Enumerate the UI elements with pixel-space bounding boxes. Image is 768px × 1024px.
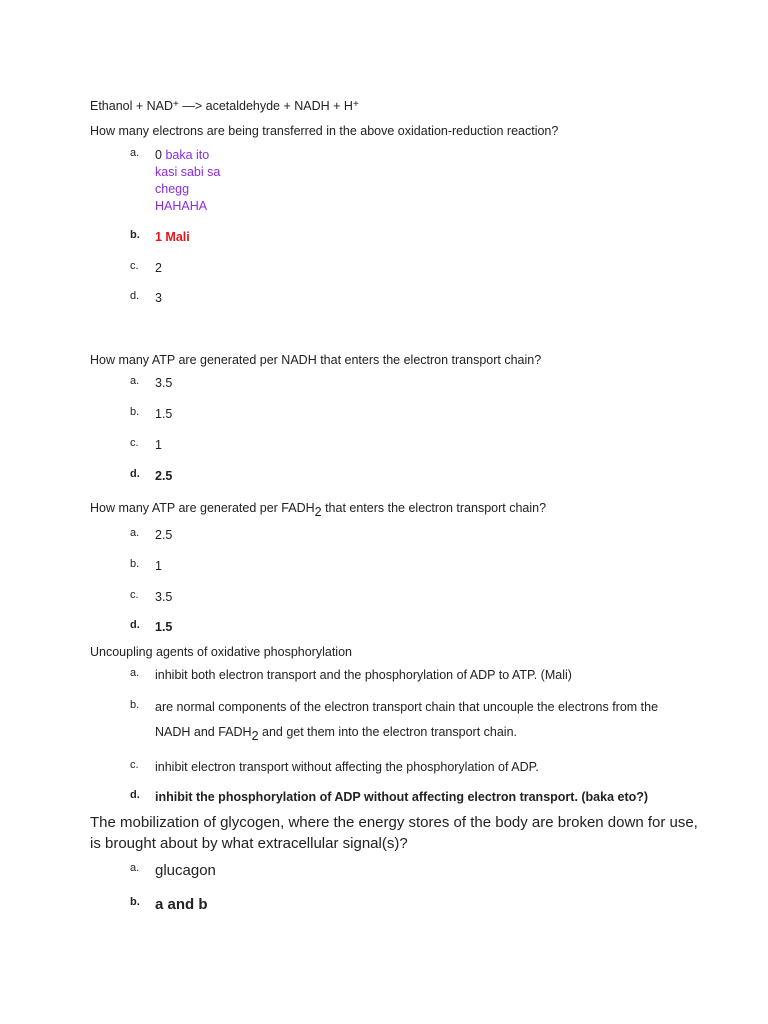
option-text: 2	[155, 261, 162, 275]
option-letter: a.	[130, 147, 140, 159]
option-text	[155, 699, 658, 741]
q3-question	[90, 500, 547, 519]
option-letter: a.	[130, 862, 140, 874]
option-text: inhibit the phosphorylation of ADP without affecting electron transport. (baka eto?)	[155, 790, 649, 804]
option-letter: b.	[130, 896, 140, 908]
q5-question: The mobilization of glycogen, where the energy stores of the body are broken down for use, is brought about by what extracellular signal(s)?	[90, 814, 698, 852]
superscript: +	[173, 99, 179, 110]
option-letter: d.	[130, 290, 140, 302]
option-text: a and b	[155, 896, 208, 913]
option-text: 2.5	[155, 469, 173, 483]
option-text: 3.5	[155, 376, 173, 390]
option-letter: d.	[130, 468, 140, 480]
question-part: How many ATP are generated per FADH	[90, 501, 315, 515]
equation-part: Ethanol + NAD	[90, 99, 174, 113]
option-line-part: and get them into the electron transport chain.	[258, 725, 518, 739]
option-text: 1	[155, 559, 162, 573]
option-text: 1	[155, 438, 162, 452]
superscript: +	[352, 99, 359, 110]
option-text: 1.5	[155, 407, 173, 421]
subscript: 2	[251, 729, 259, 743]
option-value: 0	[155, 148, 162, 162]
subscript: 2	[314, 505, 322, 519]
option-text: 2.5	[155, 528, 173, 542]
option-text: 3.5	[155, 590, 173, 604]
option-letter: b.	[130, 699, 140, 711]
note-line: chegg	[155, 182, 190, 196]
option-letter: a.	[130, 375, 140, 387]
question-part: that enters the electron transport chain?	[321, 501, 547, 515]
note-line: baka ito	[165, 148, 210, 162]
option-text: 3	[155, 291, 162, 305]
q1-question: How many electrons are being transferred in the above oxidation-reduction reaction?	[90, 124, 559, 138]
option-letter: c.	[130, 759, 139, 771]
note-line: HAHAHA	[155, 199, 208, 213]
option-text: glucagon	[155, 862, 216, 879]
q4-question: Uncoupling agents of oxidative phosphorylation	[90, 645, 352, 659]
q1-equation	[90, 98, 359, 114]
option-letter: a.	[130, 527, 140, 539]
option-letter: b.	[130, 406, 140, 418]
option-letter: c.	[130, 260, 139, 272]
option-letter: c.	[130, 437, 139, 449]
q2-question: How many ATP are generated per NADH that enters the electron transport chain?	[90, 353, 542, 367]
option-text: inhibit both electron transport and the phosphorylation of ADP to ATP. (Mali)	[155, 668, 572, 682]
option-letter: c.	[130, 589, 139, 601]
option-text: 1.5	[155, 620, 173, 634]
option-text: 1 Mali	[155, 230, 190, 244]
option-letter: b.	[130, 558, 140, 570]
option-letter: b.	[130, 229, 140, 241]
option-line: are normal components of the electron transport chain that uncouple the electrons from the	[155, 700, 659, 714]
equation-part: —> acetaldehyde + NADH + H	[178, 99, 353, 113]
option-text: inhibit electron transport without affecting the phosphorylation of ADP.	[155, 760, 539, 774]
note-line: kasi sabi sa	[155, 165, 221, 179]
option-letter: d.	[130, 619, 140, 631]
option-text	[155, 147, 220, 215]
option-letter: a.	[130, 667, 140, 679]
option-letter: d.	[130, 789, 140, 801]
option-line-part: NADH and FADH	[155, 725, 252, 739]
